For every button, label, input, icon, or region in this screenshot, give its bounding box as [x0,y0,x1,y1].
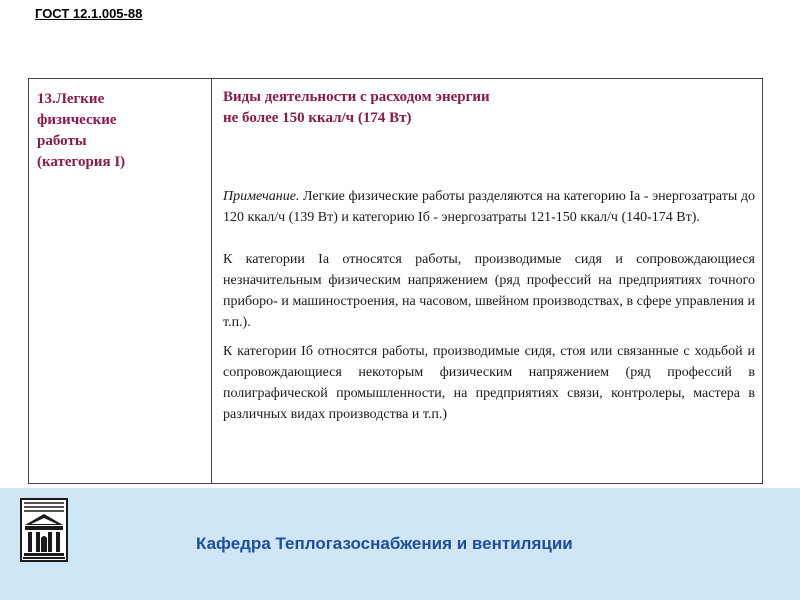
note-label: Примечание. [223,189,300,204]
description-cell [212,79,762,483]
category-cell [29,79,212,483]
category-ia-paragraph: К категории Iа относятся работы, производимые сидя и сопровождающиеся незначительным физическим напряжением (ряд профессий на предприятиях точного приборо- и машиностроения, на часовом, швейном производствах, в сфере управления и т.п.). [223,252,755,330]
department-name: Кафедра Теплогазоснабжения и вентиляции [196,534,573,553]
gost-table [28,78,763,484]
category-line: работы [37,133,87,149]
category-ib-paragraph: К категории Iб относятся работы, производимые сидя, стоя или связанные с ходьбой и сопровождающиеся некоторым физическим напряжением (ряд профессий в полиграфической промышленности, на предприятиях связи, контролеры, мастера в различных видах производства и т.п.) [223,344,755,422]
category-line: физические [37,112,117,128]
university-building-icon [20,498,68,562]
document-title: ГОСТ 12.1.005-88 [35,6,143,21]
activity-title-line: Виды деятельности с расходом энергии [223,89,490,105]
activity-title-line: не более 150 ккал/ч (174 Вт) [223,110,412,126]
note-text: Легкие физические работы разделяются на категорию Iа - энергозатраты до 120 ккал/ч (139 Вт) и категорию Iб - энергозатраты 121-150 ккал/ч (140-174 Вт). [223,189,755,225]
category-line: (категория I) [37,154,126,170]
category-line: 13.Легкие [37,91,105,107]
note-paragraph [223,186,755,228]
activity-title [223,87,755,129]
footer-bar [0,488,800,600]
